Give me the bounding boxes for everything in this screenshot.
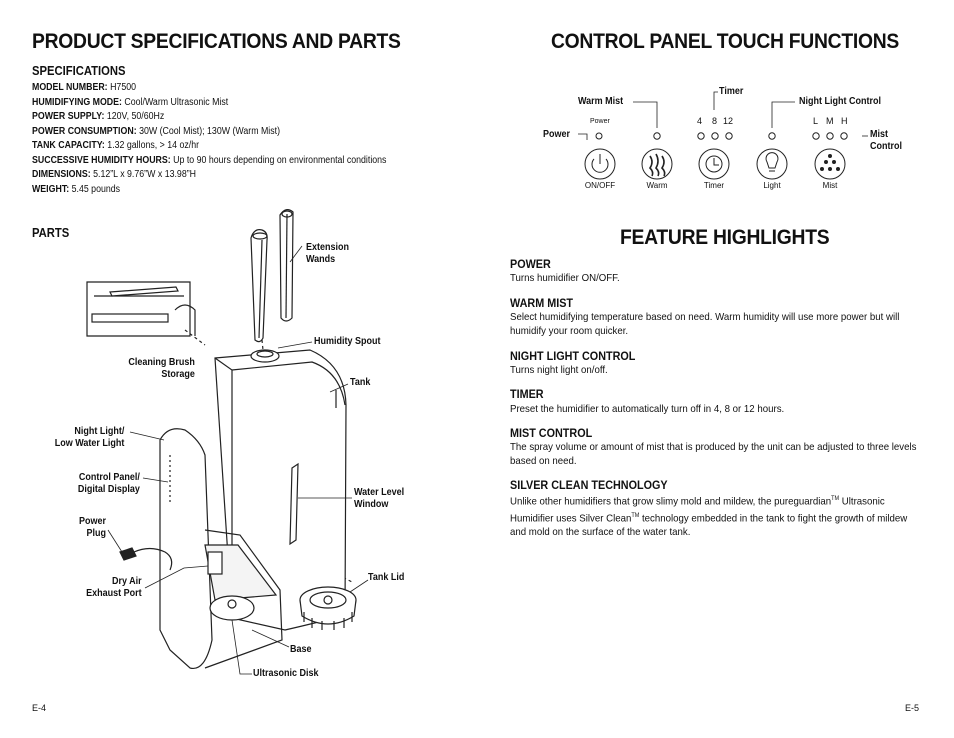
- feature-heading-timer: TIMER: [510, 387, 544, 401]
- cleaning-brush-storage-drawing: [87, 282, 195, 336]
- feature-heading-mist-control: MIST CONTROL: [510, 426, 593, 440]
- label-base: Base: [290, 644, 312, 655]
- label-tank-lid: Tank Lid: [368, 572, 405, 583]
- page-number-left: E-4: [32, 703, 47, 713]
- label-ultrasonic-disk: Ultrasonic Disk: [253, 668, 319, 679]
- button-caption-onoff: ON/OFF: [584, 181, 616, 190]
- feature-text-power: Turns humidifier ON/OFF.: [510, 272, 620, 284]
- label-timer: Timer: [719, 86, 744, 97]
- feature-highlights-title: FEATURE HIGHLIGHTS: [620, 226, 830, 249]
- feature-heading-night-light: NIGHT LIGHT CONTROL: [510, 349, 636, 363]
- timer-button-icon: [699, 149, 729, 179]
- timer-level-12: 12: [723, 116, 734, 126]
- right-page-title: CONTROL PANEL TOUCH FUNCTIONS: [551, 30, 900, 53]
- mist-button-icon: [815, 149, 845, 179]
- page-number-right: E-5: [905, 703, 920, 713]
- spec-line: POWER CONSUMPTION: 30W (Cool Mist); 130W (Warm Mist): [32, 125, 281, 137]
- timer-level-4: 4: [697, 116, 703, 126]
- specifications-list: [32, 81, 435, 197]
- parts-heading: PARTS: [32, 226, 70, 240]
- warm-button-icon: [642, 149, 672, 179]
- light-button-icon: [757, 149, 787, 179]
- label-control-panel: Control Panel/ Digital Display: [77, 472, 140, 495]
- label-humidity-spout: Humidity Spout: [314, 336, 381, 347]
- feature-text-mist-control: The spray volume or amount of mist that is produced by the unit can be adjusted to three levels based on need.: [510, 441, 917, 467]
- extension-wands-drawing: [251, 210, 293, 342]
- spec-line: HUMIDIFYING MODE: Cool/Warm Ultrasonic Mist: [32, 96, 229, 108]
- label-extension-wands: Extension Wands: [306, 242, 350, 265]
- label-power: Power: [543, 129, 571, 140]
- mist-level-h: H: [841, 116, 848, 126]
- label-warm-mist: Warm Mist: [578, 96, 624, 107]
- mist-level-m: M: [826, 116, 834, 126]
- power-button-icon: [585, 149, 615, 179]
- button-caption-warm: Warm: [646, 181, 668, 190]
- feature-text-timer: Preset the humidifier to automatically turn off in 4, 8 or 12 hours.: [510, 403, 785, 415]
- label-power-plug: Power Plug: [78, 516, 106, 539]
- label-cleaning-brush-storage: Cleaning Brush Storage: [128, 357, 195, 380]
- spec-line: WEIGHT: 5.45 pounds: [32, 183, 121, 195]
- mist-level-l: L: [813, 116, 819, 126]
- label-dry-air-exhaust: Dry Air Exhaust Port: [86, 576, 142, 599]
- label-night-light: Night Light/ Low Water Light: [54, 426, 124, 449]
- label-tank: Tank: [350, 377, 371, 388]
- feature-heading-warm-mist: WARM MIST: [510, 296, 573, 310]
- button-caption-mist: Mist: [822, 181, 838, 190]
- label-water-level-window: Water Level Window: [354, 487, 405, 510]
- button-caption-timer: Timer: [703, 181, 725, 190]
- power-indicator-label: Power: [590, 118, 610, 125]
- spec-line: DIMENSIONS: 5.12”L x 9.76”W x 13.98”H: [32, 169, 196, 180]
- feature-heading-silver-clean: SILVER CLEAN TECHNOLOGY: [510, 478, 668, 492]
- spec-line: SUCCESSIVE HUMIDITY HOURS: Up to 90 hours depending on environmental conditions: [32, 154, 387, 166]
- parts-illustration: [40, 200, 440, 700]
- button-caption-light: Light: [763, 181, 781, 190]
- label-night-light-control: Night Light Control: [799, 96, 881, 107]
- spec-line: TANK CAPACITY: 1.32 gallons, > 14 oz/hr: [32, 140, 200, 151]
- feature-text-warm-mist: Select humidifying temperature based on need. Warm humidity will use more power but will humidify your room quicker.: [510, 311, 900, 337]
- spec-line: POWER SUPPLY: 120V, 50/60Hz: [32, 111, 165, 122]
- feature-text-silver-clean: Unlike other humidifiers that grow slimy mold and mildew, the pureguardian™ Ultrasonic Humidifier uses Silver Clean™ technology embedded in the tank to fight the growth of mildew and mold on the surface of the water tank.: [510, 495, 908, 538]
- left-page-title: PRODUCT SPECIFICATIONS AND PARTS: [32, 30, 401, 53]
- feature-text-night-light: Turns night light on/off.: [510, 364, 608, 376]
- label-mist-control: Mist Control: [870, 129, 902, 152]
- spec-line: MODEL NUMBER: H7500: [32, 82, 137, 93]
- specifications-heading: SPECIFICATIONS: [32, 64, 126, 78]
- timer-level-8: 8: [712, 116, 718, 126]
- feature-heading-power: POWER: [510, 257, 551, 271]
